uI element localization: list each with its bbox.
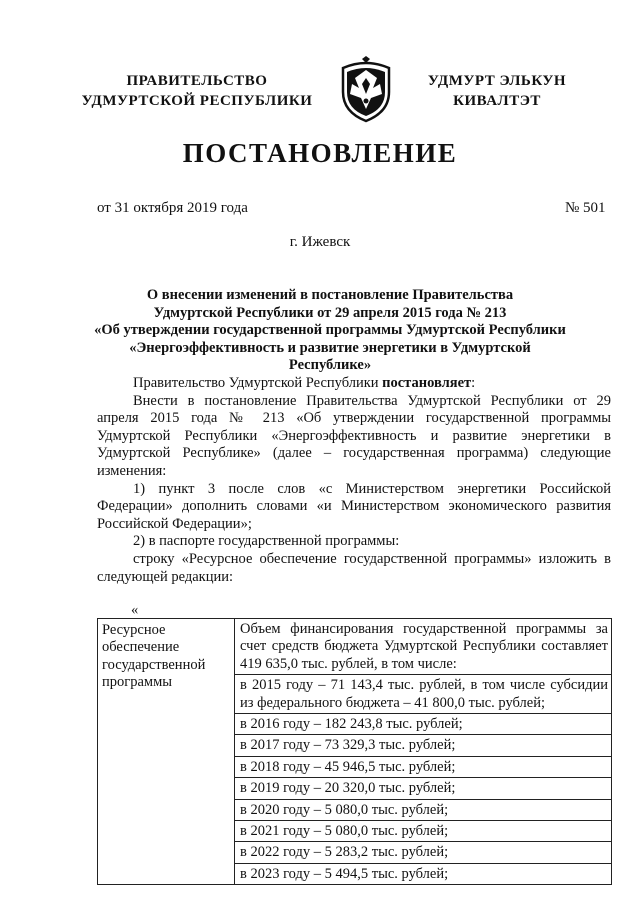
table-cell: в 2021 году – 5 080,0 тыс. рублей; xyxy=(235,821,612,842)
intro-colon: : xyxy=(471,375,476,391)
document-type-title: ПОСТАНОВЛЕНИЕ xyxy=(182,138,458,168)
title-line: «Энергоэффективность и развитие энергетики в Удмуртской Республике» xyxy=(129,339,531,373)
resource-table xyxy=(97,618,612,885)
table-cell: в 2022 году – 5 283,2 тыс. рублей; xyxy=(235,842,612,863)
paragraph-main: Внести в постановление Правительства Удмуртской Республики от 29 апреля 2015 года № 213 «Об утверждении государственной программы Удмуртской Республики «Энергоэффективность и развитие энергетики в Удмуртской Республике» (далее – государственная программа) следующие изменения: xyxy=(97,392,611,479)
intro-paragraph xyxy=(97,375,611,393)
list-item-1: 1) пункт 3 после слов «с Министерством энергетики Российской Федерации» дополнить словами «и Министерством экономического развития Российской Федерации»; xyxy=(97,480,611,532)
table-cell: в 2019 году – 20 320,0 тыс. рублей; xyxy=(235,778,612,799)
table-row xyxy=(98,619,612,675)
title-line: О внесении изменений в постановление Правительства xyxy=(146,287,514,303)
intro-verb: постановляет xyxy=(382,375,472,391)
title-line: Удмуртской Республики от 29 апреля 2015 года № 213 xyxy=(153,304,507,321)
document-body xyxy=(97,375,611,586)
table-cell: в 2016 году – 182 243,8 тыс. рублей; xyxy=(235,714,612,735)
label-line: государственной xyxy=(102,656,206,673)
header-left-line1: ПРАВИТЕЛЬСТВО xyxy=(126,73,268,89)
table-label-cell xyxy=(98,619,235,885)
opening-quote-mark: « xyxy=(131,602,139,618)
list-item-2-text: строку «Ресурсное обеспечение государственной программы» изложить в следующей редакции: xyxy=(97,550,611,585)
document-city: г. Ижевск xyxy=(289,234,351,250)
table-cell: в 2017 году – 73 329,3 тыс. рублей; xyxy=(235,735,612,756)
document-date: от 31 октября 2019 года xyxy=(97,200,248,216)
table-cell: в 2018 году – 45 946,5 тыс. рублей; xyxy=(235,756,612,777)
document-number: № 501 xyxy=(565,200,606,216)
label-line: обеспечение xyxy=(102,639,180,656)
header-left-line2: УДМУРТСКОЙ РЕСПУБЛИКИ xyxy=(81,93,313,109)
list-item-2: 2) в паспорте государственной программы: xyxy=(133,533,400,550)
label-line: программы xyxy=(102,674,172,691)
header-right-line2: КИВАЛТЭТ xyxy=(453,93,541,109)
table-cell: в 2015 году – 71 143,4 тыс. рублей, в том числе субсидии из федерального бюджета – 41 800,0 тыс. рублей; xyxy=(235,675,612,714)
intro-text: Правительство Удмуртской Республики xyxy=(133,375,383,391)
header-left-org xyxy=(78,71,316,111)
table-cell: в 2020 году – 5 080,0 тыс. рублей; xyxy=(235,799,612,820)
table-cell: в 2023 году – 5 494,5 тыс. рублей; xyxy=(235,863,612,884)
title-line: «Об утверждении государственной программы Удмуртской Республики xyxy=(94,322,566,338)
header-right-line1: УДМУРТ ЭЛЬКУН xyxy=(427,73,567,89)
udmurt-emblem-icon xyxy=(337,54,395,124)
header-right-org xyxy=(412,71,582,111)
document-subject-title xyxy=(90,287,570,375)
table-cell: Объем финансирования государственной программы за счет средств бюджета Удмуртской Республики составляет 419 635,0 тыс. рублей, в том числе: xyxy=(235,619,612,675)
label-line: Ресурсное xyxy=(102,622,166,638)
